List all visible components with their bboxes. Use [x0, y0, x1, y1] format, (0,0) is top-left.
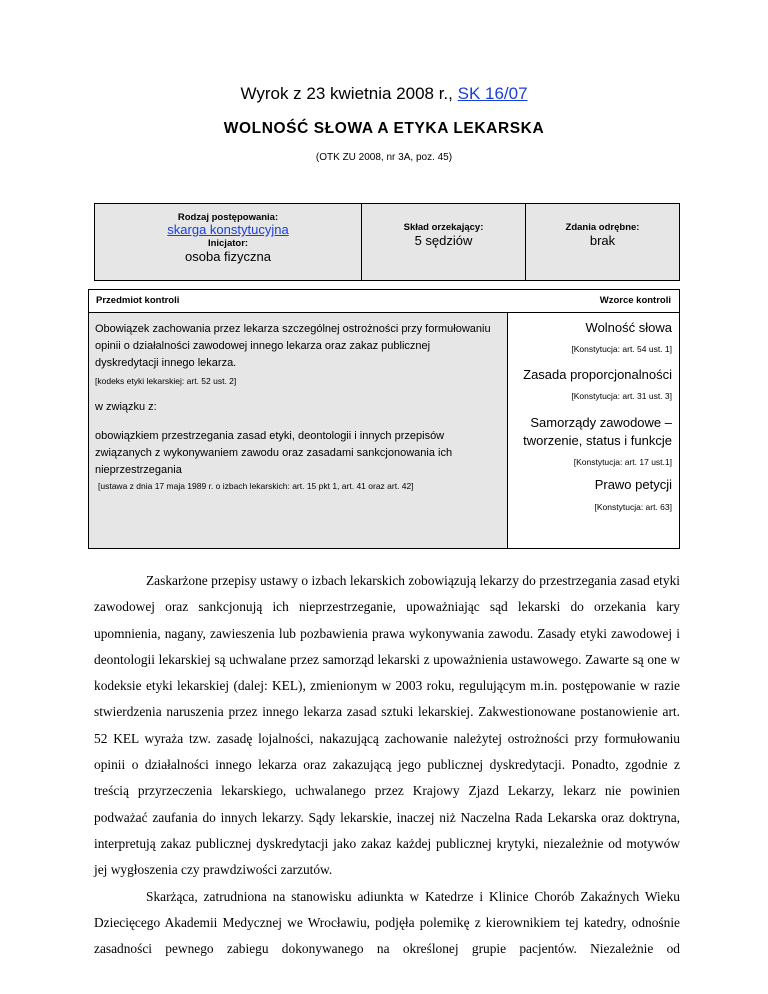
body-text [94, 568, 680, 962]
proceeding-type-label: Rodzaj postępowania: [177, 212, 279, 223]
dissent-value: brak [589, 233, 616, 248]
standard-name: Wolność słowa [585, 320, 672, 335]
citation: (OTK ZU 2008, nr 3A, poz. 45) [315, 152, 453, 163]
subject-text-2: obowiązkiem przestrzegania zasad etyki, deontologii i innych przepisów związanych z wykonywaniem zawodu oraz zasadami sankcjonowania ich nieprzestrzegania [95, 430, 453, 476]
proceeding-type-link[interactable]: skarga konstytucyjna [167, 222, 289, 237]
proceeding-type-cell [95, 204, 362, 280]
standard-name: Zasada proporcjonalności [523, 367, 672, 382]
document-subtitle: WOLNOŚĆ SŁOWA A ETYKA LEKARSKA [223, 120, 545, 137]
standards-heading: Wzorce kontroli [599, 295, 671, 306]
title-text: Wyrok z 23 kwietnia 2008 r., [240, 84, 458, 103]
standard-name: Samorządy zawodowe – tworzenie, status i funkcje [523, 415, 672, 448]
subject-text-1: Obowiązek zachowania przez lekarza szczególnej ostrożności przy formułowaniu opinii o działalności zawodowej innego lekarza oraz zakaz publicznej dyskredytacji innego lekarza. [95, 323, 491, 369]
paragraph: Skarżąca, zatrudniona na stanowisku adiunkta w Katedrze i Klinice Chorób Zakaźnych Wieku Dziecięcego Akademii Medycznej we Wrocławiu, podjęła polemikę z kierownikiem tej katedry, odnośnie zasadności pewnego zabiegu dokonywanego na określonej grupie pacjentów. Niezależnie od [94, 888, 680, 957]
standard-ref: [Konstytucja: art. 54 ust. 1] [571, 344, 672, 354]
panel-label: Skład orzekający: [403, 222, 484, 233]
subject-source-2: [ustawa z dnia 17 maja 1989 r. o izbach lekarskich: art. 15 pkt 1, art. 41 oraz art. 42] [98, 481, 414, 491]
panel-value: 5 sędziów [414, 233, 473, 248]
standard-ref: [Konstytucja: art. 31 ust. 3] [571, 391, 672, 401]
standard-ref: [Konstytucja: art. 17 ust.1] [573, 457, 672, 467]
case-number-link[interactable]: SK 16/07 [457, 84, 528, 103]
review-standards [508, 313, 679, 548]
dissent-label: Zdania odrębne: [565, 222, 640, 233]
subject-of-review [89, 313, 508, 548]
dissent-cell [526, 204, 679, 280]
control-table-header [89, 290, 679, 313]
control-table [88, 289, 680, 549]
panel-cell [362, 204, 526, 280]
initiator-label: Inicjator: [207, 238, 249, 249]
subject-source-1: [kodeks etyki lekarskiej: art. 52 ust. 2] [95, 376, 237, 386]
initiator-value: osoba fizyczna [185, 249, 271, 264]
case-info-box [94, 203, 680, 281]
standard-ref: [Konstytucja: art. 63] [594, 502, 672, 512]
subject-connector: w związku z: [95, 401, 157, 413]
document-title [0, 84, 768, 104]
paragraph: Zaskarżone przepisy ustawy o izbach lekarskich zobowiązują lekarzy do przestrzegania zasad etyki zawodowej oraz sankcjonują ich nieprzestrzeganie, upoważniając sąd lekarski do orzekania kary upomnienia, nagany, zawieszenia lub pozbawienia prawa wykonywania zawodu. Zasady etyki zawodowej i deontologii lekarskiej są uchwalane przez samorząd lekarski z upoważnienia ustawowego. Zawarte są one w kodeksie etyki lekarskiej (dalej: KEL), zmienionym w 2003 roku, regulującym m.in. postępowanie w razie stwierdzenia naruszenia przez innego lekarza zasad sztuki lekarskiej. Zakwestionowane postanowienie art. 52 KEL wyraża tzw. zasadę lojalności, nakazującą zachowanie należytej ostrożności przy formułowaniu opinii o działalności innego lekarza oraz zakazującą jego publicznej dyskredytacji. Ponadto, zgodnie z treścią przyrzeczenia lekarskiego, uchwalanego przez Krajowy Zjazd Lekarzy, lekarz nie powinien podważać zaufania do innych lekarzy. Sądy lekarskie, inaczej niż Naczelna Rada Lekarska oraz doktryna, interpretują zakaz publicznej dyskredytacji jako zakaz każdej publicznej krytyki, niezależnie od motywów jej wygłoszenia czy prawdziwości zarzutów. [94, 573, 680, 878]
subject-heading: Przedmiot kontroli [96, 295, 180, 306]
standard-name: Prawo petycji [594, 477, 672, 492]
